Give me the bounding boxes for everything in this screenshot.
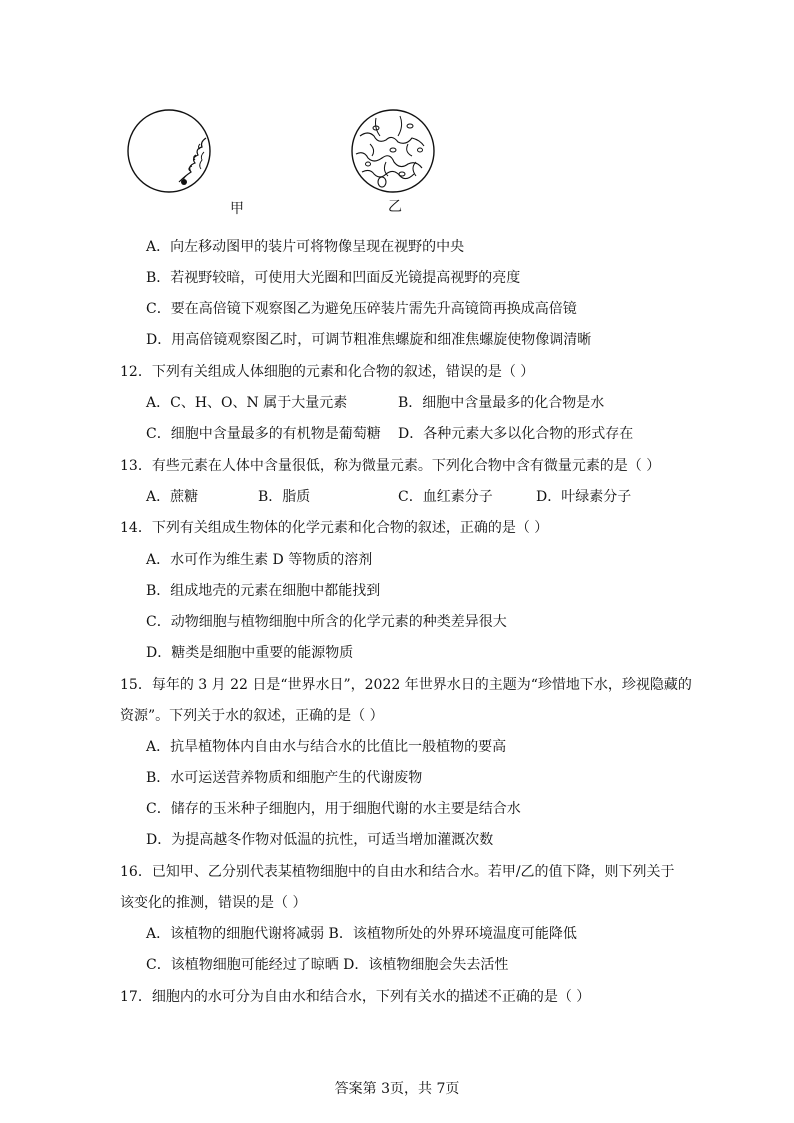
q15-option-d: D．为提高越冬作物对低温的抗性，可适当增加灌溉次数: [146, 832, 494, 848]
q13-option-a: A．蔗糖: [146, 489, 199, 505]
page-footer: 答案第 3页，共 7页: [334, 1081, 460, 1097]
q12-option-a: A．C、H、O、N 属于大量元素: [146, 395, 348, 411]
q11-option-b: B．若视野较暗，可使用大光圈和凹面反光镜提高视野的亮度: [146, 270, 521, 286]
q15-stem-line1: 15．每年的 3 月 22 日是“世界水日”，2022 年世界水日的主题为“珍惜地下水，珍视隐藏的: [120, 677, 692, 693]
q16-option-ab: A．该植物的细胞代谢将减弱 B．该植物所处的外界环境温度可能降低: [146, 926, 577, 942]
q12-stem: 12．下列有关组成人体细胞的元素和化合物的叙述，错误的是（ ）: [120, 364, 535, 380]
q11-option-a: A．向左移动图甲的装片可将物像呈现在视野的中央: [146, 239, 465, 255]
q17-stem: 17．细胞内的水可分为自由水和结合水，下列有关水的描述不正确的是（ ）: [120, 989, 591, 1005]
q15-stem-line2: 资源”。下列关于水的叙述，正确的是（ ）: [120, 708, 384, 724]
q12-option-b: B．细胞中含量最多的化合物是水: [398, 395, 605, 411]
q12-option-c: C．细胞中含量最多的有机物是葡萄糖: [146, 426, 381, 442]
q14-stem: 14．下列有关组成生物体的化学元素和化合物的叙述，正确的是（ ）: [120, 520, 549, 536]
q14-option-b: B．组成地壳的元素在细胞中都能找到: [146, 583, 381, 599]
q13-option-d: D．叶绿素分子: [536, 489, 632, 505]
q14-option-d: D．糖类是细胞中重要的能源物质: [146, 645, 354, 661]
q14-option-c: C．动物细胞与植物细胞中所含的化学元素的种类差异很大: [146, 614, 507, 630]
q13-stem: 13．有些元素在人体中含量很低，称为微量元素。下列化合物中含有微量元素的是（ ）: [120, 458, 661, 474]
q12-option-d: D．各种元素大多以化合物的形式存在: [398, 426, 634, 442]
q14-option-a: A．水可作为维生素 D 等物质的溶剂: [146, 552, 373, 568]
q11-option-c: C．要在高倍镜下观察图乙为避免压碎装片需先升高镜筒再换成高倍镜: [146, 301, 577, 317]
q15-option-a: A．抗旱植物体内自由水与结合水的比值比一般植物的要高: [146, 739, 507, 755]
q11-option-d: D．用高倍镜观察图乙时，可调节粗准焦螺旋和细准焦螺旋使物像调清晰: [146, 332, 592, 348]
q13-option-c: C．血红素分子: [398, 489, 493, 505]
figure-label-jia: 甲: [230, 201, 244, 217]
q15-option-b: B．水可运送营养物质和细胞产生的代谢废物: [146, 770, 423, 786]
microscope-field-yi: [346, 106, 440, 196]
q16-stem-line2: 该变化的推测，错误的是（ ）: [120, 895, 307, 911]
microscope-field-jia: [120, 108, 220, 194]
q16-option-cd: C．该植物细胞可能经过了晾晒 D．该植物细胞会失去活性: [146, 957, 509, 973]
q15-option-c: C．储存的玉米种子细胞内，用于细胞代谢的水主要是结合水: [146, 801, 521, 817]
q16-stem-line1: 16．已知甲、乙分别代表某植物细胞中的自由水和结合水。若甲/乙的值下降，则下列关于: [120, 864, 675, 880]
q13-option-b: B．脂质: [258, 489, 311, 505]
figure-label-yi: 乙: [388, 199, 402, 215]
